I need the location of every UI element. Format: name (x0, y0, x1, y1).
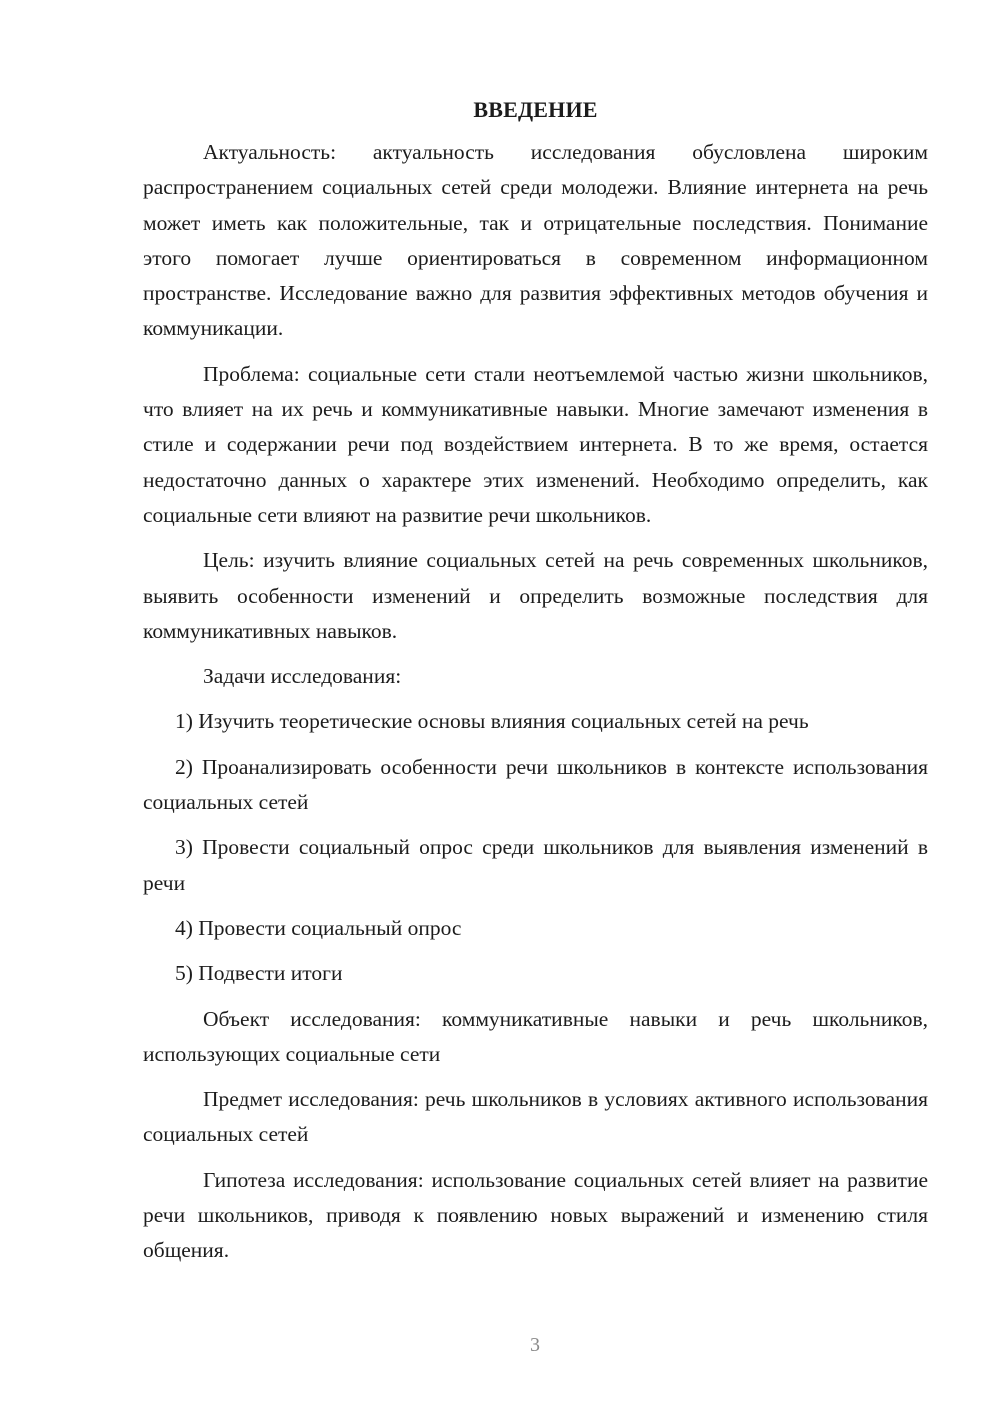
page-number: 3 (530, 1334, 540, 1356)
paragraph-hypothesis: Гипотеза исследования: использование социальных сетей влияет на развитие речи школьников, приводя к появлению новых выражений и изменению стиля общения. (143, 1167, 928, 1263)
task-item-4: 4) Провести социальный опрос (175, 915, 462, 940)
paragraph-relevance: Актуальность: актуальность исследования обусловлена широким распространением социальных сетей среди молодежи. Влияние интернета на речь может иметь как положительные, так и отрицательные последствия. Понимание этого помогает лучше ориентироваться в современном информационном пространстве. Исследование важно для развития эффективных методов обучения и коммуникации. (143, 140, 928, 341)
paragraph-problem: Проблема: социальные сети стали неотъемлемой частью жизни школьников, что влияет на их речь и коммуникативные навыки. Многие замечают изменения в стиле и содержании речи под воздействием интернета. В то же время, остается недостаточно данных о характере этих изменений. Необходимо определить, как социальные сети влияют на развитие речи школьников. (143, 361, 928, 527)
paragraph-object: Объект исследования: коммуникативные навыки и речь школьников, использующих социальные сети (143, 1006, 928, 1066)
paragraph-subject: Предмет исследования: речь школьников в условиях активного использования социальных сетей (143, 1087, 928, 1147)
task-item-3: 3) Провести социальный опрос среди школьников для выявления изменений в речи (143, 835, 928, 895)
task-item-1: 1) Изучить теоретические основы влияния социальных сетей на речь (175, 709, 809, 734)
document-page (143, 94, 928, 1279)
paragraph-goal: Цель: изучить влияние социальных сетей на речь современных школьников, выявить особенности изменений и определить возможные последствия для коммуникативных навыков. (143, 548, 928, 643)
page-title: ВВЕДЕНИЕ (473, 97, 598, 122)
task-item-2: 2) Проанализировать особенности речи школьников в контексте использования социальных сетей (143, 754, 928, 815)
task-item-5: 5) Подвести итоги (175, 961, 343, 986)
tasks-heading: Задачи исследования: (203, 664, 402, 689)
